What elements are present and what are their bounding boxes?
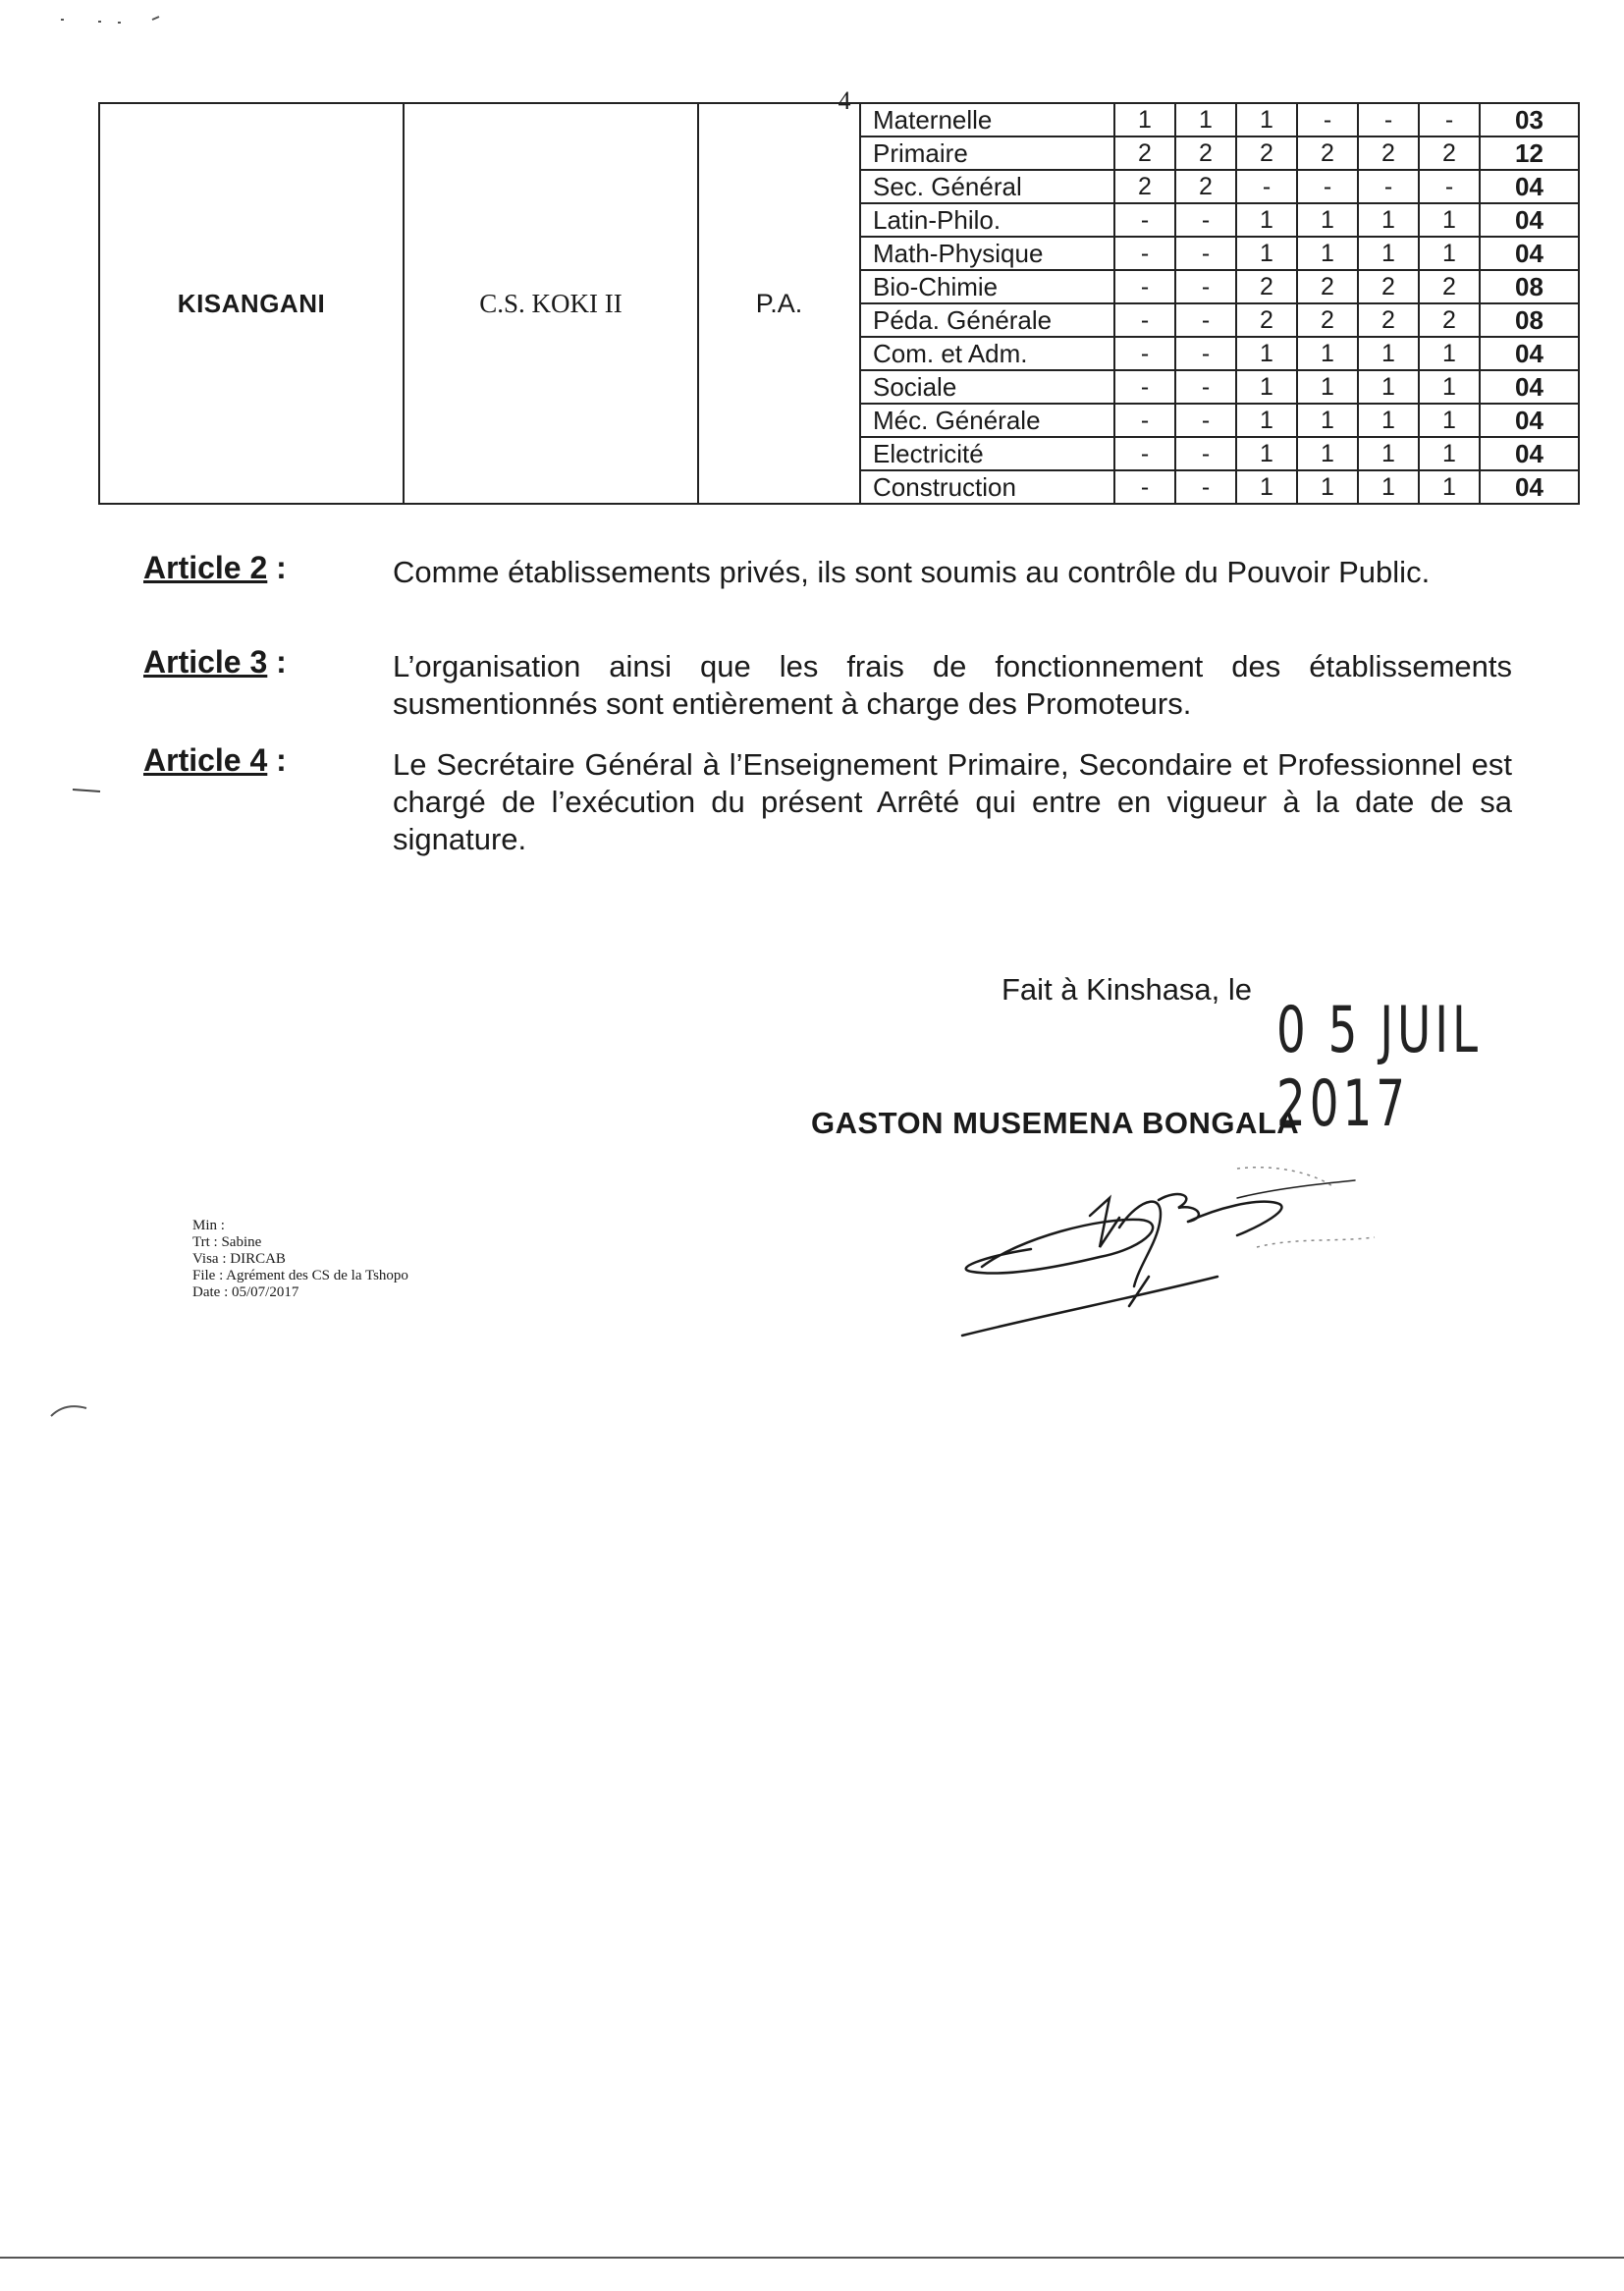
option-name: Electricité	[861, 437, 1114, 470]
class-count: -	[1175, 370, 1236, 404]
class-count: -	[1114, 203, 1175, 237]
class-count: 2	[1358, 136, 1419, 170]
article-label: Article 3 :	[143, 644, 287, 680]
class-count: -	[1419, 170, 1480, 203]
class-count: -	[1114, 370, 1175, 404]
option-name: Math-Physique	[861, 237, 1114, 270]
class-count: -	[1175, 270, 1236, 303]
scan-bottom-edge	[0, 2257, 1624, 2259]
date-stamp: 0 5 JUIL 2017	[1276, 994, 1483, 1141]
signatory-name: GASTON MUSEMENA BONGALA	[811, 1106, 1300, 1140]
row-total: 03	[1480, 104, 1578, 136]
region-cell	[99, 103, 404, 504]
article-label: Article 4 :	[143, 742, 287, 778]
option-name: Bio-Chimie	[861, 270, 1114, 303]
class-count: -	[1114, 470, 1175, 503]
class-count: 1	[1236, 237, 1297, 270]
footer-note-line: File : Agrément des CS de la Tshopo	[192, 1268, 408, 1283]
row-total: 04	[1480, 370, 1578, 404]
footer-note-line: Min :	[192, 1218, 225, 1233]
class-count: -	[1175, 237, 1236, 270]
class-count: 2	[1114, 136, 1175, 170]
footer-note-line: Trt : Sabine	[192, 1234, 262, 1250]
class-count: 1	[1297, 337, 1358, 370]
option-name: Com. et Adm.	[861, 337, 1114, 370]
row-total: 04	[1480, 404, 1578, 437]
options-cell	[860, 103, 1579, 504]
class-count: 1	[1236, 203, 1297, 237]
page-number: 4	[838, 86, 851, 115]
table-row	[861, 203, 1578, 237]
table-row	[861, 136, 1578, 170]
option-name: Sec. Général	[861, 170, 1114, 203]
class-count: 1	[1236, 104, 1297, 136]
class-count: 1	[1297, 370, 1358, 404]
class-count: 1	[1419, 437, 1480, 470]
class-count: 2	[1114, 170, 1175, 203]
class-count: -	[1175, 404, 1236, 437]
row-total: 04	[1480, 203, 1578, 237]
class-count: -	[1358, 170, 1419, 203]
class-count: 1	[1297, 437, 1358, 470]
article-text: L’organisation ainsi que les frais de fonctionnement des établissements susmentionnés sont entièrement à charge des Promoteurs.	[393, 649, 1512, 721]
row-total: 04	[1480, 470, 1578, 503]
article-text: Comme établissements privés, ils sont soumis au contrôle du Pouvoir Public.	[393, 555, 1431, 589]
table-row	[861, 404, 1578, 437]
option-name: Péda. Générale	[861, 303, 1114, 337]
class-count: 1	[1236, 437, 1297, 470]
table-row	[861, 270, 1578, 303]
scan-mark-left-lower	[47, 1394, 96, 1424]
class-count: 2	[1297, 270, 1358, 303]
class-count: -	[1114, 404, 1175, 437]
class-count: -	[1114, 437, 1175, 470]
class-count: 1	[1297, 203, 1358, 237]
class-count: 1	[1358, 370, 1419, 404]
class-count: 1	[1358, 404, 1419, 437]
table-row	[861, 470, 1578, 503]
school-name: C.S. KOKI II	[479, 288, 623, 318]
scan-mark-left	[71, 780, 110, 799]
schools-table	[98, 102, 1580, 505]
class-count: -	[1175, 437, 1236, 470]
class-count: -	[1175, 337, 1236, 370]
scan-speck-marks	[59, 8, 177, 27]
class-count: 1	[1419, 404, 1480, 437]
class-count: 1	[1419, 203, 1480, 237]
table-row	[861, 104, 1578, 136]
class-count: -	[1175, 203, 1236, 237]
region-name: KISANGANI	[177, 288, 326, 318]
class-count: 1	[1236, 404, 1297, 437]
class-count: 1	[1419, 337, 1480, 370]
row-total: 12	[1480, 136, 1578, 170]
class-count: -	[1114, 237, 1175, 270]
class-count: 1	[1358, 237, 1419, 270]
class-count: 2	[1175, 136, 1236, 170]
article-text: Le Secrétaire Général à l’Enseignement Primaire, Secondaire et Professionnel est chargé de l’exécution du présent Arrêté qui entre en vigueur à la date de sa signature.	[393, 747, 1512, 856]
option-name: Construction	[861, 470, 1114, 503]
class-count: 2	[1236, 136, 1297, 170]
row-total: 08	[1480, 270, 1578, 303]
school-cell	[404, 103, 698, 504]
row-total: 04	[1480, 337, 1578, 370]
article-label: Article 2 :	[143, 550, 287, 585]
class-count: 1	[1297, 404, 1358, 437]
option-name: Maternelle	[861, 104, 1114, 136]
class-count: 1	[1358, 470, 1419, 503]
class-count: -	[1358, 104, 1419, 136]
footer-note-line: Date : 05/07/2017	[192, 1284, 299, 1300]
option-name: Latin-Philo.	[861, 203, 1114, 237]
class-count: 1	[1175, 104, 1236, 136]
options-table	[861, 104, 1578, 503]
class-count: 1	[1114, 104, 1175, 136]
class-count: 1	[1358, 203, 1419, 237]
class-count: 1	[1297, 237, 1358, 270]
handwritten-signature	[943, 1159, 1414, 1355]
class-count: 2	[1236, 303, 1297, 337]
class-count: -	[1236, 170, 1297, 203]
table-row	[861, 170, 1578, 203]
class-count: 2	[1419, 270, 1480, 303]
row-total: 04	[1480, 437, 1578, 470]
class-count: 2	[1175, 170, 1236, 203]
school-status: P.A.	[755, 288, 803, 318]
class-count: -	[1114, 270, 1175, 303]
row-total: 04	[1480, 170, 1578, 203]
class-count: 1	[1358, 337, 1419, 370]
option-name: Méc. Générale	[861, 404, 1114, 437]
class-count: 1	[1358, 437, 1419, 470]
class-count: 1	[1236, 337, 1297, 370]
option-name: Primaire	[861, 136, 1114, 170]
row-total: 08	[1480, 303, 1578, 337]
class-count: 1	[1419, 370, 1480, 404]
class-count: -	[1419, 104, 1480, 136]
table-row	[861, 337, 1578, 370]
class-count: 1	[1236, 370, 1297, 404]
table-row	[861, 303, 1578, 337]
footer-notes	[192, 1218, 408, 1301]
class-count: -	[1297, 170, 1358, 203]
class-count: -	[1114, 303, 1175, 337]
footer-note-line: Visa : DIRCAB	[192, 1251, 286, 1267]
class-count: 2	[1419, 136, 1480, 170]
class-count: 2	[1236, 270, 1297, 303]
class-count: 2	[1358, 303, 1419, 337]
table-row	[861, 370, 1578, 404]
row-total: 04	[1480, 237, 1578, 270]
class-count: 2	[1297, 136, 1358, 170]
class-count: 1	[1419, 237, 1480, 270]
class-count: -	[1175, 303, 1236, 337]
table-row	[861, 437, 1578, 470]
class-count: -	[1175, 470, 1236, 503]
class-count: 2	[1419, 303, 1480, 337]
class-count: 2	[1297, 303, 1358, 337]
class-count: 1	[1419, 470, 1480, 503]
table-row	[861, 237, 1578, 270]
class-count: 2	[1358, 270, 1419, 303]
status-cell	[698, 103, 860, 504]
class-count: 1	[1236, 470, 1297, 503]
place-date: Fait à Kinshasa, le	[1001, 972, 1253, 1007]
class-count: -	[1114, 337, 1175, 370]
class-count: -	[1297, 104, 1358, 136]
option-name: Sociale	[861, 370, 1114, 404]
class-count: 1	[1297, 470, 1358, 503]
